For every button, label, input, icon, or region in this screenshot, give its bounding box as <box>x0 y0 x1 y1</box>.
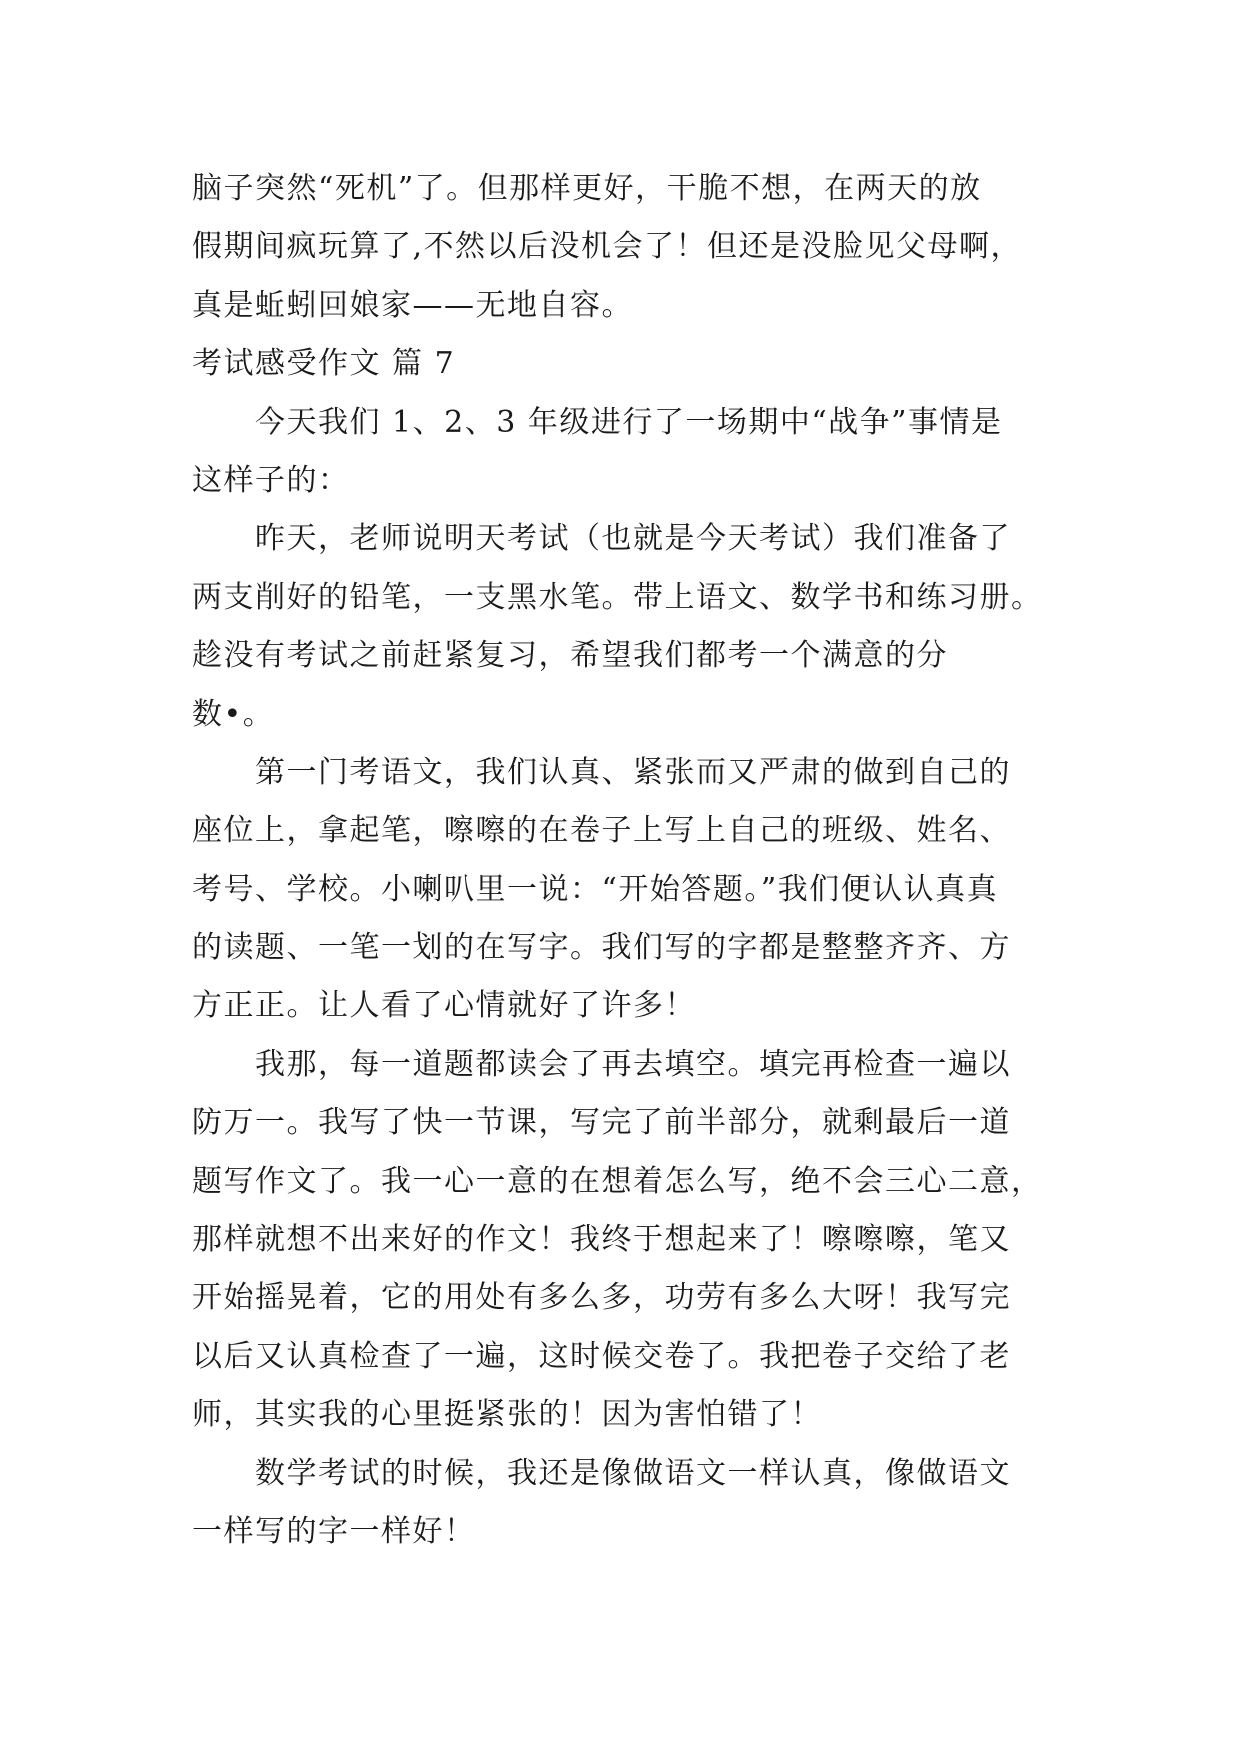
paragraph-first-line: 数学考试的时候，我还是像做语文一样认真，像做语文 <box>255 1455 1011 1491</box>
paragraph-first-line: 我那，每一道题都读会了再去填空。填完再检查一遍以 <box>255 1046 1011 1082</box>
document-body <box>192 160 1082 1561</box>
paragraph-first-line: 昨天，老师说明天考试（也就是今天考试）我们准备了 <box>255 521 1011 557</box>
text-line: 座位上，拿起笔，嚓嚓的在卷子上写上自己的班级、姓名、 <box>192 813 1011 849</box>
text-line: 真是蚯蚓回娘家——无地自容。 <box>192 287 633 323</box>
text-line: 脑子突然“死机”了。但那样更好，干脆不想，在两天的放 <box>192 171 982 206</box>
text-line: 开始摇晃着，它的用处有多么多，功劳有多么大呀！我写完 <box>192 1280 1011 1316</box>
text-line: 方正正。让人看了心情就好了许多！ <box>192 988 696 1024</box>
text-line: 考号、学校。小喇叭里一说：“开始答题。”我们便认认真真 <box>192 871 999 907</box>
text-line: 两支削好的铅笔，一支黑水笔。带上语文、数学书和练习册。 <box>192 579 1043 615</box>
section-heading: 考试感受作文 篇 7 <box>192 346 456 382</box>
text-line: 防万一。我写了快一节课，写完了前半部分，就剩最后一道 <box>192 1105 1011 1141</box>
text-line: 师，其实我的心里挺紧张的！因为害怕错了！ <box>192 1397 822 1433</box>
text-line: 那样就想不出来好的作文！我终于想起来了！嚓嚓嚓，笔又 <box>192 1222 1011 1258</box>
text-line: 题写作文了。我一心一意的在想着怎么写，绝不会三心二意， <box>192 1163 1043 1199</box>
paragraph-first-line: 今天我们 1、2、3 年级进行了一场期中“战争”事情是 <box>255 404 1003 440</box>
text-line: 一样写的字一样好！ <box>192 1513 476 1549</box>
text-line: 这样子的： <box>192 462 350 498</box>
text-line: 假期间疯玩算了,不然以后没机会了！但还是没脸见父母啊， <box>192 229 1023 265</box>
text-line: 以后又认真检查了一遍，这时候交卷了。我把卷子交给了老 <box>192 1338 1011 1374</box>
text-line: 趁没有考试之前赶紧复习，希望我们都考一个满意的分 <box>192 638 948 674</box>
paragraph-first-line: 第一门考语文，我们认真、紧张而又严肃的做到自己的 <box>255 754 1011 790</box>
text-line: 数•。 <box>192 696 275 732</box>
text-line: 的读题、一笔一划的在写字。我们写的字都是整整齐齐、方 <box>192 930 1011 966</box>
